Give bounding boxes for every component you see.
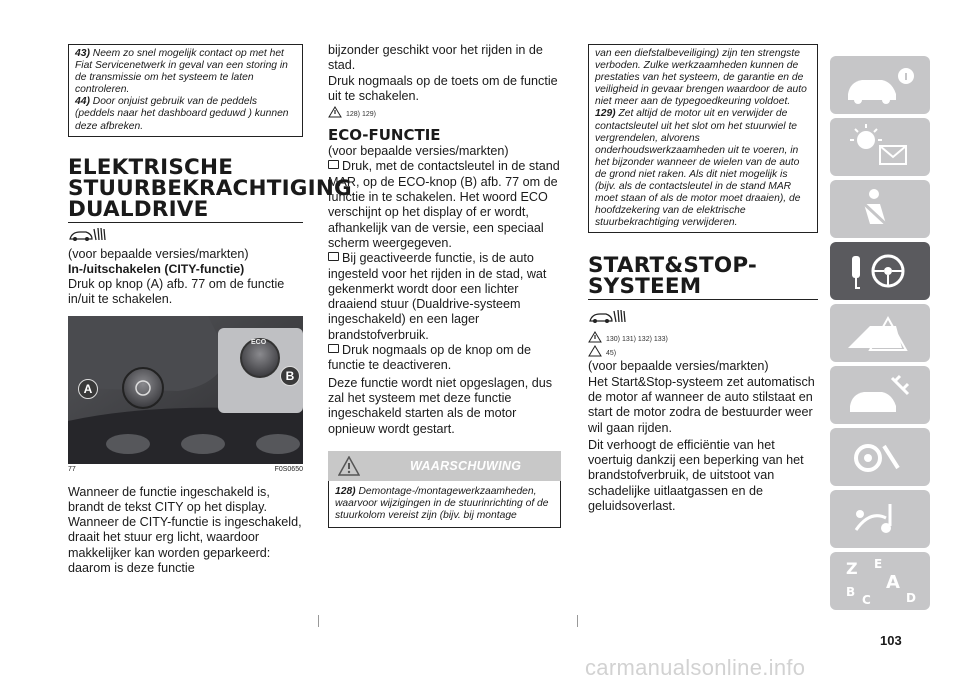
warning-refs: 128) 129) xyxy=(328,104,561,118)
svg-text:B: B xyxy=(846,585,856,599)
svg-text:A: A xyxy=(886,572,900,593)
paragraph-intro: Druk op knop (A) afb. 77 om de functie in/uit te schakelen. xyxy=(68,276,285,307)
warning-triangle-icon xyxy=(338,456,360,476)
eco-paragraph-3: Druk nogmaals op de knop om de functie te deactiveren. xyxy=(328,343,532,373)
chapter-tabs xyxy=(830,56,930,614)
warning-triangle-icon xyxy=(588,331,602,343)
alphabet-index-icon xyxy=(830,552,930,610)
heading-rule xyxy=(68,222,303,223)
callout-a: A xyxy=(78,379,98,399)
warning-continued-box: van een diefstalbeveiliging) zijn ten strengste verboden. Zulke werkzaamheden kunnen de prestaties van het systeem, de garantie en de veiligheid in gevaar brengen waardoor de auto niet meer aan de typegoedkeuring voldoet. 129) Zet altijd de motor uit en verwijder de contactsleutel uit het slot om het stuurwiel te vergrendelen, alvorens onderhoudswerkzaamheden uit te voeren, in het bijzonder wanneer de wielen van de auto de grond niet raken. Als dit niet mogelijk is (bijv. als de contactsleutel in de stand MAR moet staan of als de motor moet draaien), de hoofdzekering van de elektrische stuurbekrachtiging verwijderen. xyxy=(588,44,818,233)
note-triangle-icon xyxy=(588,345,602,357)
note-43: 43) Neem zo snel mogelijk contact op met het Fiat Servicenetwerk in geval van een storing in de transmissie om het systeem te laten controleren. xyxy=(75,48,288,96)
notes-box xyxy=(68,44,303,137)
eco-paragraph-1: Druk, met de contactsleutel in de stand MAR, op de ECO-knop (B) afb. 77 om de functie in te schakelen. Het woord ECO verschijnt op het display of er wordt, afhankelijk van de versie, een speciaal scherm weergegeven. xyxy=(328,159,560,250)
dashboard-buttons-photo xyxy=(68,316,303,464)
versions-note: (voor bepaalde versies/markten) xyxy=(588,359,769,374)
page-number: 103 xyxy=(880,633,902,648)
watermark: carmanualsonline.info xyxy=(585,655,806,680)
callout-b: B xyxy=(280,366,300,386)
svg-text:D: D xyxy=(906,591,916,605)
key-icon xyxy=(328,252,339,261)
warning-body: 128) Demontage-/montagewerkzaamheden, waarvoor wijzigingen in de stuurinrichting of de stuurkolom vereist zijn (bijv. bij montage xyxy=(328,481,561,528)
figure-77 xyxy=(68,316,303,464)
eco-label: ECO xyxy=(251,338,267,346)
svg-text:C: C xyxy=(862,593,871,607)
tab-starting-driving[interactable] xyxy=(830,242,930,300)
column-divider xyxy=(577,615,578,627)
eco-paragraph-2: Bij geactiveerde functie, is de auto ingesteld voor het rijden in de stad, wat gekenmerkt wordt door een lichter draaiend stuur (Dualdrive-systeem ingeschakeld) en een lager brandstofverbruik. xyxy=(328,251,547,342)
note-44: 44) Door onjuist gebruik van de peddels (peddels naar het dashboard geduwd ) kunnen deze afbreken. xyxy=(75,96,289,132)
paragraph-city-description: Wanneer de functie ingeschakeld is, brandt de tekst CITY op het display. Wanneer de CITY-functie is ingeschakeld, draait het stuur erg licht, waardoor makkelijker kan worden geparkeerd: daarom is deze functie xyxy=(68,484,302,576)
car-models-icon xyxy=(68,226,106,242)
tab-emergency[interactable] xyxy=(830,304,930,362)
sun-mail-icon xyxy=(830,118,930,176)
warning-header: WAARSCHUWING xyxy=(328,451,561,481)
note-refs: 45) xyxy=(588,343,818,357)
paragraph-continued: bijzonder geschikt voor het rijden in de stad. xyxy=(328,43,543,73)
paragraph-start-stop-2: Dit verhoogt de efficiëntie van het voertuig dankzij een beperking van het brandstofverbruik, de uitstoot van schadelijke uitlaatgassen en de geluidsoverlast. xyxy=(588,437,804,514)
seat-person-icon xyxy=(830,180,930,238)
versions-note: (voor bepaalde versies/markten) xyxy=(68,246,249,261)
car-crash-icon xyxy=(830,304,930,362)
key-steering-wheel-icon xyxy=(830,242,930,300)
svg-text:Z: Z xyxy=(846,559,858,578)
figure-caption: 77 F0S0650 xyxy=(68,465,303,473)
heading-rule xyxy=(588,299,818,300)
svg-text:E: E xyxy=(874,557,883,571)
car-info-icon xyxy=(830,56,930,114)
warning-refs: 130) 131) 132) 133) xyxy=(588,329,818,343)
right-column xyxy=(588,0,818,514)
gear-wrench-icon xyxy=(830,428,930,486)
eco-paragraph-4: Deze functie wordt niet opgeslagen, dus zal het systeem met deze functie ingeschakeld starten als de motor opnieuw wordt gestart. xyxy=(328,375,553,436)
middle-column xyxy=(328,0,561,528)
tab-multimedia[interactable] xyxy=(830,490,930,548)
section-heading-start-stop: START&STOP- SYSTEEM xyxy=(588,253,758,300)
key-icon xyxy=(328,160,339,169)
tab-dashboard[interactable] xyxy=(830,56,930,114)
media-signal-icon xyxy=(830,490,930,548)
note-129: 129) Zet altijd de motor uit en verwijder de contactsleutel uit het slot om het stuurwiel te vergrendelen, alvorens onderhoudswerkzaamheden uit te voeren, in het bijzonder wanneer de wielen van de auto de grond niet raken. Als dit niet mogelijk is (bijv. als de contactsleutel in de stand MAR moet staan of als de motor moet draaien), de hoofdzekering van de elektrische stuurbekrachtiging verwijderen. xyxy=(595,108,801,229)
tab-index[interactable] xyxy=(830,552,930,610)
tab-lights[interactable] xyxy=(830,118,930,176)
paragraph-press-twice: Druk nogmaals op de toets om de functie uit te schakelen. xyxy=(328,73,558,103)
subheading-city: In-/uitschakelen (CITY-functie) xyxy=(68,261,245,276)
paragraph-start-stop-1: Het Start&Stop-systeem zet automatisch de motor af wanneer de auto stilstaat en start de motor zodra de bestuurder weer wil gaan rijden. xyxy=(588,374,815,435)
warning-triangle-icon xyxy=(328,106,342,118)
tab-technical-data[interactable] xyxy=(830,428,930,486)
car-service-icon xyxy=(830,366,930,424)
section-heading-dualdrive: ELEKTRISCHE STUURBEKRACHTIGING DUALDRIVE xyxy=(68,154,352,222)
tab-safety[interactable] xyxy=(830,180,930,238)
column-divider xyxy=(318,615,319,627)
key-icon xyxy=(328,344,339,353)
left-column xyxy=(68,0,352,576)
car-models-icon xyxy=(588,308,626,324)
eco-versions-note: (voor bepaalde versies/markten) xyxy=(328,144,509,159)
heading-eco-function: ECO-FUNCTIE xyxy=(328,126,441,145)
tab-maintenance[interactable] xyxy=(830,366,930,424)
